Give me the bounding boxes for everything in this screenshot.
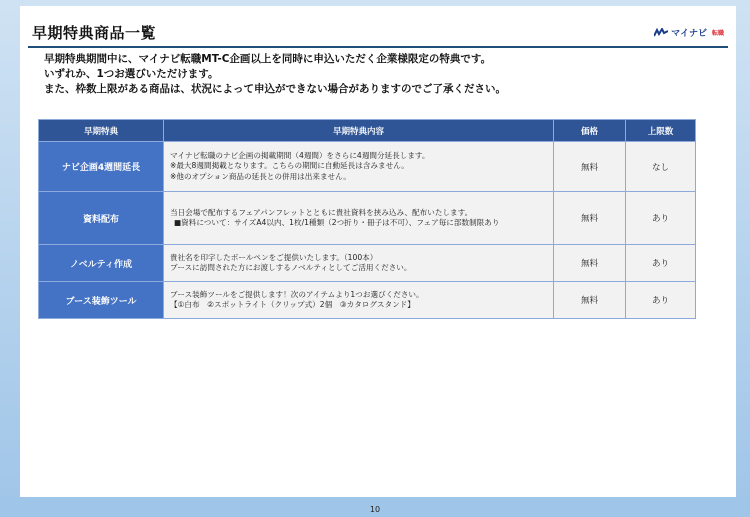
table-header-row	[39, 120, 696, 142]
benefit-price: 無料	[554, 192, 626, 245]
slide-frame-left	[0, 0, 20, 517]
description-line: ブースに訪問された方にお渡しするノベルティとしてご活用ください。	[170, 263, 412, 272]
logo-text: マイナビ	[671, 29, 707, 39]
description-line: 【①白布 ②スポットライト（クリップ式）2個 ③カタログスタンド】	[170, 300, 415, 309]
benefit-name: ブース装飾ツール	[39, 282, 164, 319]
page-title: 早期特典商品一覧	[32, 24, 157, 42]
description-line: マイナビ転職のナビ企画の掲載期間（4週間）をさらに4週間分延長します。	[170, 150, 430, 160]
benefit-name: ナビ企画4週間延長	[39, 142, 164, 192]
column-header-limit: 上限数	[626, 120, 696, 142]
mynavi-logo-icon	[654, 28, 668, 38]
column-header-benefit: 早期特典	[39, 120, 164, 142]
description-line: 貴社名を印字したボールペンをご提供いたします。（100本）	[170, 252, 378, 262]
intro-line: 早期特典期間中に、マイナビ転職MT-C企画以上を同時に申込いただく企業様限定の特典です。	[44, 53, 492, 65]
benefits-table	[38, 119, 696, 319]
table-row	[39, 245, 696, 282]
benefit-description	[164, 282, 554, 319]
intro-line: また、枠数上限がある商品は、状況によって申込ができない場合がありますのでご了承ください。	[44, 83, 506, 95]
table-row	[39, 142, 696, 192]
logo-sub-text: 転職	[711, 30, 724, 37]
benefit-price: 無料	[554, 142, 626, 192]
benefit-description	[164, 245, 554, 282]
table-row	[39, 282, 696, 319]
title-divider	[28, 46, 728, 48]
page-number: 10	[369, 505, 381, 514]
description-line: ※他のオプション商品の延長との併用は出来ません。	[170, 171, 351, 181]
benefit-price: 無料	[554, 282, 626, 319]
benefit-description	[164, 192, 554, 245]
benefit-name: ノベルティ作成	[39, 245, 164, 282]
benefit-name: 資料配布	[39, 192, 164, 245]
description-line: ※最大8週間掲載となります。こちらの期間に自動延長は含みません。	[170, 161, 409, 171]
benefit-limit: あり	[626, 192, 696, 245]
description-line: ■資料について：サイズA4以内、1枚/1種類（2つ折り・冊子は不可）、フェア毎に部数制限あり	[174, 218, 500, 227]
description-line: 当日会場で配布するフェアパンフレットとともに貴社資料を挟み込み、配布いたします。	[170, 207, 473, 217]
benefit-limit: あり	[626, 245, 696, 282]
column-header-content: 早期特典内容	[164, 120, 554, 142]
benefit-price: 無料	[554, 245, 626, 282]
benefit-description	[164, 142, 554, 192]
column-header-price: 価格	[554, 120, 626, 142]
logo	[654, 26, 724, 39]
description-line: ブース装飾ツールをご提供します！次のアイテムより1つお選びください。	[170, 289, 424, 299]
intro-line: いずれか、1つお選びいただけます。	[44, 68, 219, 80]
slide-frame-right	[736, 0, 750, 517]
intro-text	[44, 52, 724, 97]
table-row	[39, 192, 696, 245]
benefit-limit: あり	[626, 282, 696, 319]
benefit-limit: なし	[626, 142, 696, 192]
